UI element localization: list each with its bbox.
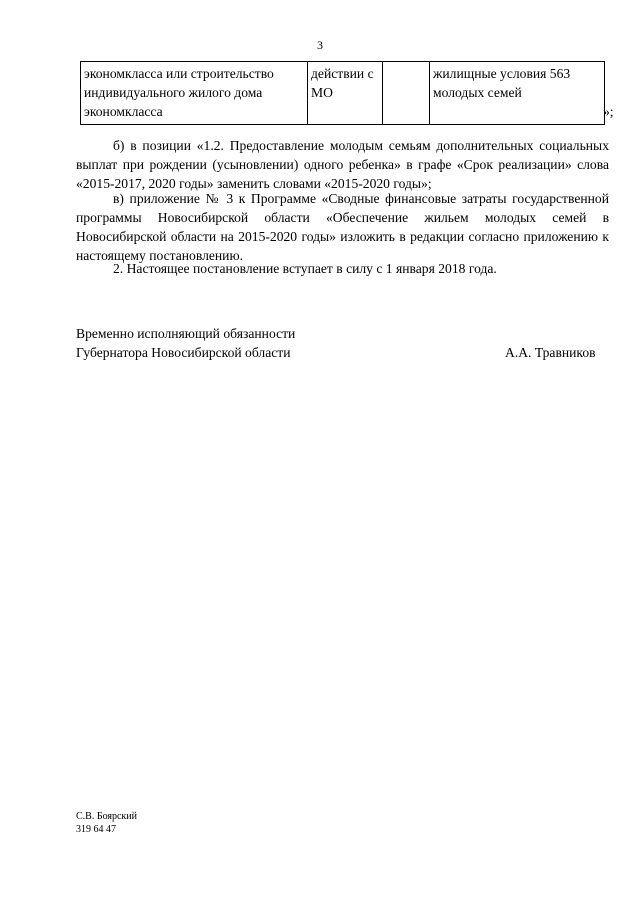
- document-footer: [76, 810, 137, 836]
- author-phone: 319 64 47: [76, 824, 116, 835]
- author-name: С.В. Боярский: [76, 811, 137, 822]
- signatory-name: А.А. Травников: [505, 345, 596, 360]
- signatory-position: [76, 324, 295, 362]
- paragraph-text: в) приложение № 3 к Программе «Сводные финансовые затраты государственной программы Новосибирской области «Обеспечение жильем молодых семей в Новосибирской области на 2015-2020 годы» изложить в редакции согласно приложению к настоящему постановлению.: [76, 191, 609, 263]
- paragraph-v: [76, 189, 609, 265]
- table-cell: действии с МО: [308, 62, 383, 125]
- table-cell: жилищные условия 563 молодых семей: [430, 62, 605, 125]
- paragraph-item-2: [76, 259, 609, 278]
- position-line-1: Временно исполняющий обязанности: [76, 326, 296, 341]
- page-number: 3: [317, 38, 323, 52]
- paragraph-text: б) в позиции «1.2. Предоставление молодым семьям дополнительных социальных выплат при рождении (усыновлении) одного ребенка» в графе «Срок реализации» слова «2015-2017, 2020 годы» заменить словами «2015-2020 годы»;: [76, 138, 609, 191]
- program-table-fragment: [80, 61, 605, 125]
- table-cell: [383, 62, 430, 125]
- table-row: [81, 62, 605, 125]
- table-closing-mark: »;: [603, 104, 614, 119]
- paragraph-b: [76, 136, 609, 193]
- position-line-2: Губернатора Новосибирской области: [76, 345, 291, 360]
- paragraph-text: 2. Настоящее постановление вступает в силу с 1 января 2018 года.: [113, 261, 497, 276]
- table-cell: экономкласса или строительство индивидуального жилого дома экономкласса: [81, 62, 308, 125]
